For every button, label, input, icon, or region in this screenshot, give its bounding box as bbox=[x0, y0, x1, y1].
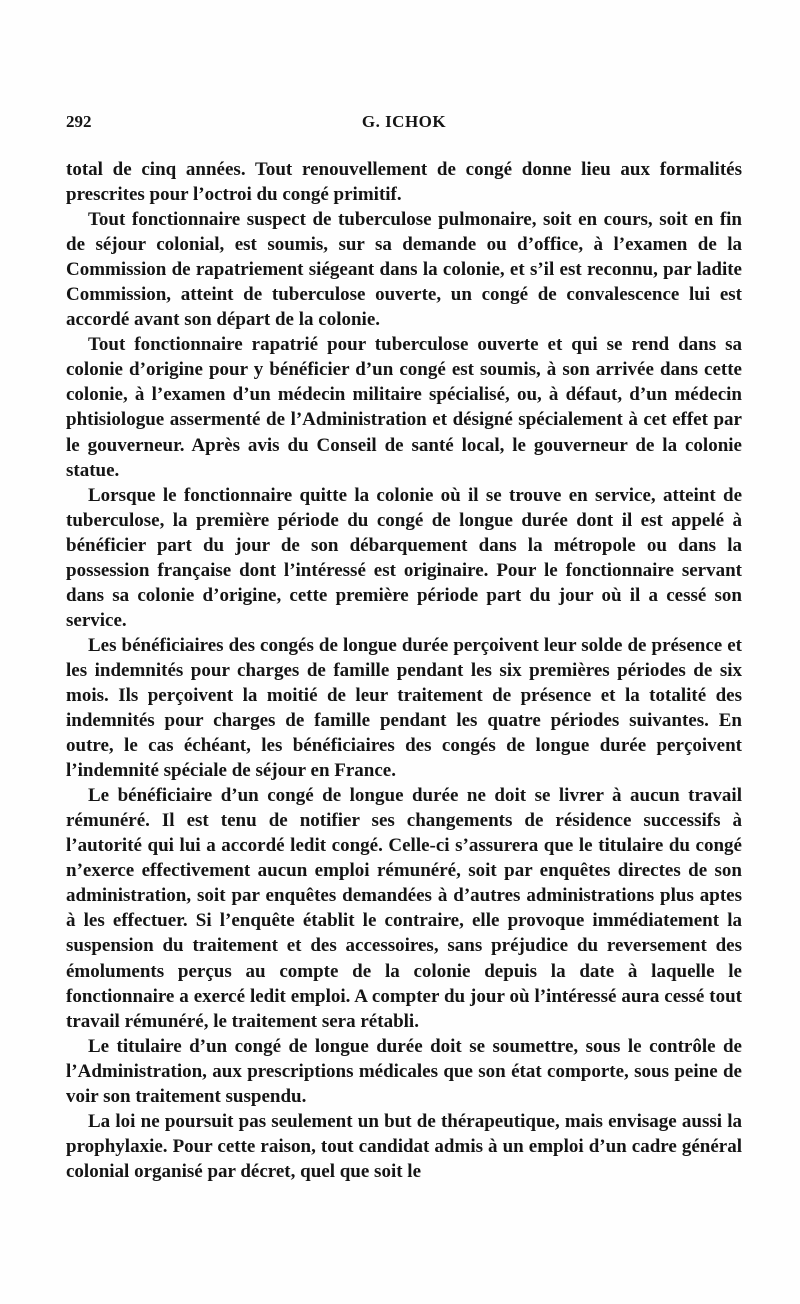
paragraph: La loi ne poursuit pas seulement un but de thérapeutique, mais envisage aussi la prophylaxie. Pour cette raison, tout candidat admis à un emploi d’un cadre général colonial organisé par décret, quel que soit le bbox=[66, 1110, 742, 1182]
paragraph: Tout fonctionnaire rapatrié pour tuberculose ouverte et qui se rend dans sa colonie d’origine pour y bénéficier d’un congé est soumis, à son arrivée dans cette colonie, à l’examen d’un médecin militaire spécialisé, ou, à défaut, d’un médecin phtisiologue assermenté de l’Administration et désigné spécialement à cet effet par le gouverneur. Après avis du Conseil de santé local, le gouverneur de la colonie statue. bbox=[66, 334, 742, 481]
page-number: 292 bbox=[66, 112, 92, 131]
paragraph: Le bénéficiaire d’un congé de longue durée ne doit se livrer à aucun travail rémunéré. Il est tenu de notifier ses changements de résidence successifs à l’autorité qui lui a accordé ledit congé. Celle-ci s’assurera que le titulaire du congé n’exerce effectivement aucun emploi rémunéré, soit par enquêtes directes de son administration, soit par enquêtes demandées à d’autres administrations plus aptes à les effectuer. Si l’enquête établit le contraire, elle provoque immédiatement la suspension du traitement et des accessoires, sans préjudice du reversement des émoluments perçus au compte de la colonie depuis la date à laquelle le fonctionnaire a exercé ledit emploi. A compter du jour où l’intéressé aura cessé tout travail rémunéré, le traitement sera rétabli. bbox=[66, 785, 742, 1032]
paragraph: Le titulaire d’un congé de longue durée doit se soumettre, sous le contrôle de l’Administration, aux prescriptions médicales que son état comporte, sous peine de voir son traitement suspendu. bbox=[66, 1035, 742, 1107]
running-head bbox=[66, 112, 742, 138]
running-head-author: G. ICHOK bbox=[361, 112, 447, 131]
paragraph-continued: total de cinq années. Tout renouvellement de congé donne lieu aux formalités prescrites pour l’octroi du congé primitif. bbox=[66, 159, 742, 206]
paragraph: Lorsque le fonctionnaire quitte la colonie où il se trouve en service, atteint de tuberculose, la première période du congé de longue durée dont il est appelé à bénéficier part du jour de son débarquement dans la métropole ou dans la possession française dont l’intéressé est originaire. Pour le fonctionnaire servant dans sa colonie d’origine, cette première période part du jour où il a cessé son service. bbox=[66, 484, 742, 631]
paragraph: Les bénéficiaires des congés de longue durée perçoivent leur solde de présence et les indemnités pour charges de famille pendant les six premières périodes de six mois. Ils perçoivent la moitié de leur traitement de présence et la totalité des indemnités pour charges de famille pendant les quatre périodes suivantes. En outre, le cas échéant, les bénéficiaires des congés de longue durée perçoivent l’indemnité spéciale de séjour en France. bbox=[66, 634, 742, 782]
body-text bbox=[66, 157, 742, 1184]
paragraph: Tout fonctionnaire suspect de tuberculose pulmonaire, soit en cours, soit en fin de séjour colonial, est soumis, sur sa demande ou d’office, à l’examen de la Commission de rapatriement siégeant dans la colonie, et s’il est reconnu, par ladite Commission, atteint de tuberculose ouverte, un congé de convalescence lui est accordé avant son départ de la colonie. bbox=[66, 209, 742, 331]
